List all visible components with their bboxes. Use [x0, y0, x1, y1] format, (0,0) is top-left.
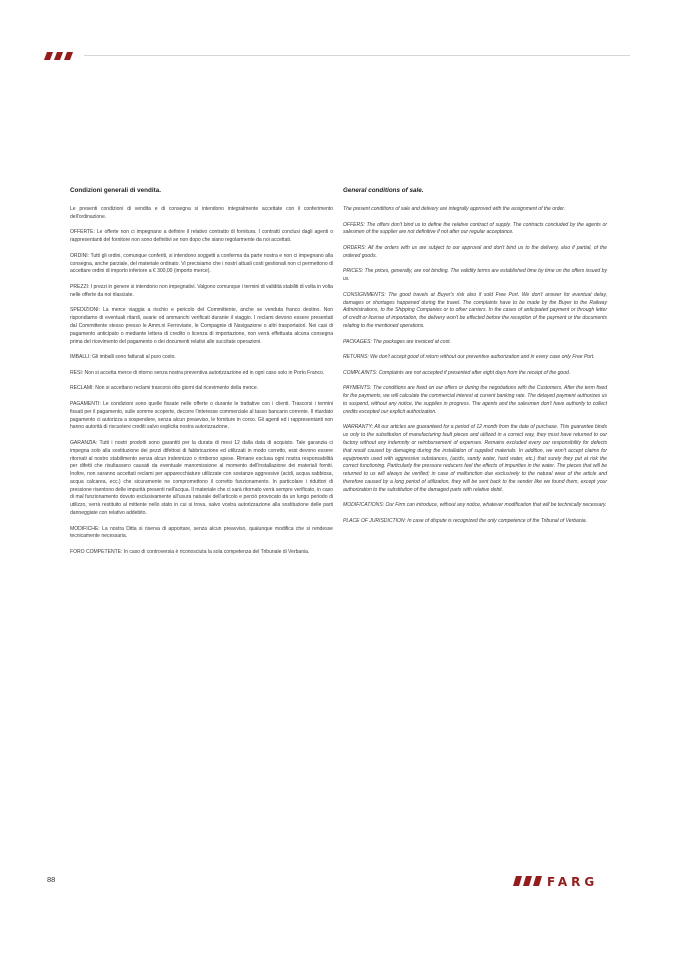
farg-stripes-icon	[44, 49, 78, 61]
en-intro: The present conditions of sale and delivery are integrally approved with the assignment of the order.	[343, 206, 566, 212]
it-intro: Le presenti condizioni di vendita e di consegna si intendono integralmente accettate con il conferimento dell'ordinazione.	[70, 206, 333, 220]
en-offers: OFFERS: The offers don't bind us to define the relative contract of supply. The contracts concluded by the agents or salesmen of the supplier are not definitive if not after our regular acceptance.	[343, 221, 607, 236]
it-spedizioni: SPEDIZIONI: La merce viaggia a rischio e pericolo del Committente, anche se venduta franco destino. Non rispondiamo di eventuali ritardi, avarie od ammanchi verificati durante il viaggio. I reclami devono essere presentati dal Committente stesso presso le Amm.ni Ferroviarie, le Compagnie di Navigazione o altri trasportatori. Nei casi di pagamento anticipato o mediante lettera di credito o licenza di importazione, non verrà effettuata alcuna consegna prima del ricevimento del pagamento o dei documenti relativi alle succitate operazioni.	[70, 307, 333, 345]
it-resi: RESI: Non si accetta merce di ritorno senza nostra preventiva autorizzazione ed in ogni caso solo in Porto Franco.	[70, 369, 325, 376]
it-modifiche: MODIFICHE: La nostra Ditta si riserva di apportare, senza alcun preavviso, qualunque modifica che si rendesse tecnicamente necessaria.	[70, 525, 333, 540]
header-divider	[84, 55, 630, 56]
english-title: General conditions of sale.	[343, 187, 424, 194]
it-imballi: IMBALLI: Gli imballi sono fatturati al puro costo.	[70, 354, 176, 361]
en-complaints: COMPLAINTS: Complaints are not accepted if presented after eight days from the receipt of the good.	[343, 369, 571, 376]
en-place-of-jurisdiction: PLACE OF JURISDICTION: In case of dispute is recognized the only competence of the Tribunal of Verbania.	[343, 517, 587, 524]
it-pagamenti: PAGAMENTI: Le condizioni sono quelle fissate nelle offerte o durante le trattative con i clienti. Trascorsi i termini fissati per il pagamento, sulle somme scoperte, decorre l'interesse commerciale al tasso bancario corrente. Il ritardato pagamento ci autorizza a sospendere, senza alcun preavviso, le forniture in corso. Gli agenti ed i rappresentanti non hanno autorità di riscuotere crediti salvo esplicita nostra autorizzazione.	[70, 400, 333, 431]
it-ordini: ORDINI: Tutti gli ordini, comunque conferiti, si intendono soggetti a conferma da parte nostra e non ci impegnano alla consegna, anche parziale, del materiale ordinato. Vi precisiamo che i nostri attuali costi gestionali non ci permettono di accettare ordini di importo inferiore a € 300,00 (importo merce).	[70, 252, 333, 275]
italian-conditions-column	[70, 187, 333, 565]
brand-name: FARG	[547, 875, 599, 888]
it-foro-competente: FORO COMPETENTE: In caso di controversia è riconosciuta la sola competenza del Tribunale di Verbania.	[70, 549, 310, 556]
en-warranty: WARRANTY: All our articles are guaranteed for a period of 12 month from the date of purchase. This guarantee binds us only to the substitution of manufacturing fault pieces and utilized in a correct way, they must have returned to our factory without any indemnity or reimbursement of expenses. Remains excluded every our responsibility for defects that result caused by damaging during the installation of supplied materials. In addition, we won't accept claims for equipments used with aggressive substances, (acids, sandy water, hard water, etc.) that surely they put at risk the correct functioning. Particularly the pressure reducers feel the effects of impurities in the water. The pieces that will be returned to us will always be verified; in case of malfunction due exclusively to the natural wear of the article and therefore caused by a long period of utilization, they will be sent back to the sender like we found them, except your authorization to the substitution of the damaged parts with relative debit.	[343, 424, 607, 493]
en-orders: ORDERS: All the orders with us are subject to our approval and don't bind us to the delivery, also if partial, of the ordered goods.	[343, 244, 607, 259]
it-garanzia: GARANZIA: Tutti i nostri prodotti sono garantiti per la durata di mesi 12 dalla data di acquisto. Tale garanzia ci impegna solo alla sostituzione dei pezzi difettosi di fabbricazione ed utilizzati in modo corretto, essi devono essere ritornati al nostro stabilimento senza alcun indennizzo o rimborso spese. Rimane esclusa ogni nostra responsabilità per difetti che risultassero causati da eventuale manomissione al momento dell'installazione dei materiali forniti. Inoltre, non saranno accettati reclami per apparecchiature utilizzate con sostanze aggressive (acidi, acqua sabbiosa, acqua calcarea, ecc.) che sicuramente ne compromettono il corretto funzionamento. In particolare i riduttori di pressione risentono delle impurità presenti nell'acqua. Il materiale che ci sarà ritornato verrà sempre verificato, in caso di mal funzionamento dovuto esclusivamente all'usura naturale dell'articolo e perciò provocato da un lungo periodo di utilizzo, verrà restituito al mittente nello stato in cui si trova, salvo vostra autorizzazione alla sostituzione delle parti danneggiate con relativo addebito.	[70, 439, 333, 517]
italian-title: Condizioni generali di vendita.	[70, 187, 161, 194]
en-consignments: CONSIGNMENTS: The good travels at Buyer's risk also if sold Free Port. We don't answer for eventual delay, damages or shortages happened during the travel. The complaints have to be made by the Buyer to the Railway Administrations, to the Shipping Companies or to other carriers. In the cases of anticipated payment or through letter of credit or license of importation, the delivery won't be effected before the reception of the payment or the documents relating to the mentioned operations.	[343, 291, 607, 329]
en-packages: PACKAGES: The packages are invoiced at cost.	[343, 338, 451, 345]
farg-logo-icon	[512, 874, 628, 888]
it-offerte: OFFERTE: Le offerte non ci impegnano a definire il relativo contratto di fornitura. I contratti conclusi dagli agenti o rappresentanti del fornitore non sono definitivi se non dopo che siano regolarmente da noi accettati.	[70, 229, 333, 244]
en-payments: PAYMENTS: The conditions are fixed on our offers or during the negotiations with the Customers. After the term fixed for the payments, we will calculate the commercial interest at current banking rate. The delayed payment authorizes us to suspend, without any notice, the supplies in progress. The agents and the salesmen don't have authority to collect credits excepted our explicit authorization.	[343, 385, 607, 415]
it-prezzi: PREZZI: I prezzi in genere si intendono non impegnativi. Valgono comunque i termini di validità stabiliti di volta in volta nelle offerte da noi rilasciate.	[70, 283, 333, 298]
en-prices: PRICES: The prices, generally, are not binding. The validity terms are established time by time on the offers issued by us.	[343, 268, 607, 283]
page-number: 88	[47, 875, 56, 884]
en-modifications: MODIFICATIONS: Our Firm can introduce, without any notice, whatever modification that will be technically necessary.	[343, 502, 607, 509]
en-returns: RETURNS: We don't accept good of return without our preventive authorization and in every case only Free Port.	[343, 354, 595, 361]
it-reclami: RECLAMI: Non si accettano reclami trascorsi otto giorni dal ricevimento della merce.	[70, 385, 259, 392]
english-conditions-column	[343, 187, 607, 533]
